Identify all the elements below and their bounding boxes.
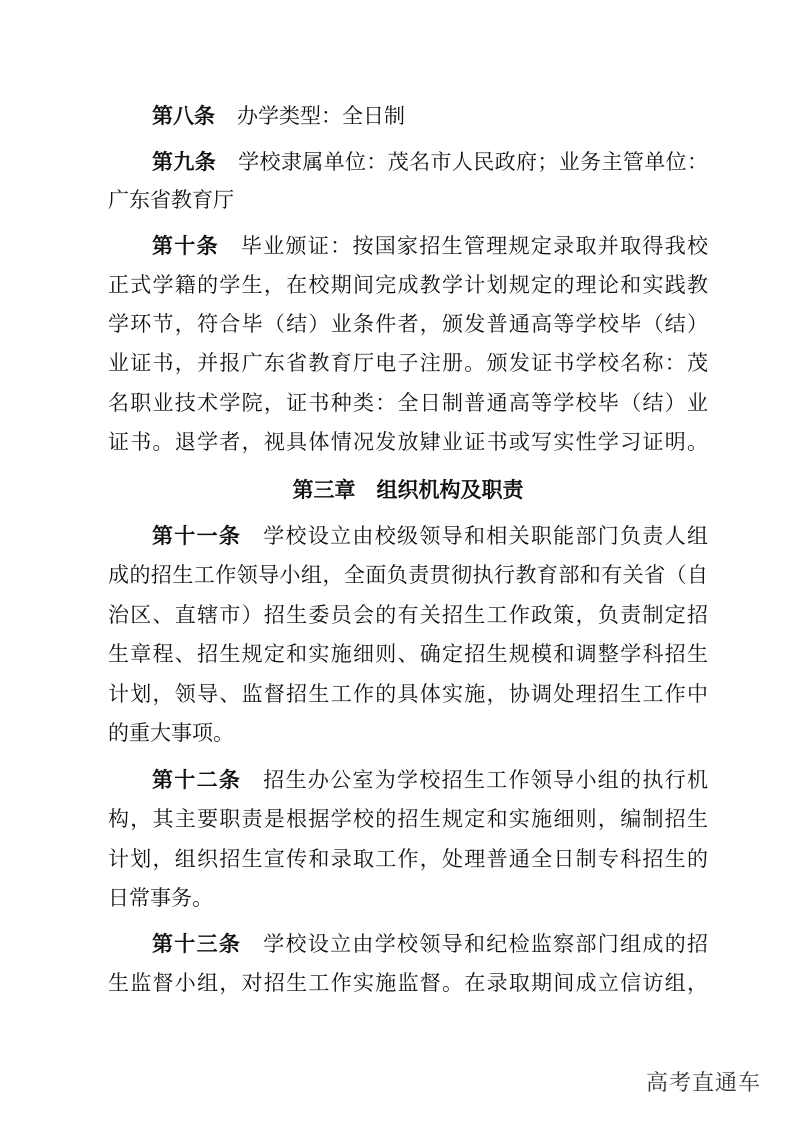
article-label: 第八条 xyxy=(152,104,215,128)
article-text: 毕业颁证：按国家招生管理规定录取并取得我校 xyxy=(240,234,709,258)
article-text: 学校设立由校级领导和相关职能部门负责人组 xyxy=(263,524,708,548)
article-10 xyxy=(152,232,708,260)
text-line: 计划，组织招生宣传和录取工作，处理普通全日制专科招生的 xyxy=(108,847,708,871)
text-line: 业证书，并报广东省教育厅电子注册。颁发证书学校名称：茂 xyxy=(108,351,708,375)
article-11 xyxy=(152,522,708,550)
article-text: 学校隶属单位：茂名市人民政府；业务主管单位： xyxy=(238,150,708,174)
chapter-heading: 第三章 组织机构及职责 xyxy=(292,478,524,502)
text-line: 的重大事项。 xyxy=(108,721,234,745)
article-13 xyxy=(152,930,708,958)
article-text: 学校设立由学校领导和纪检监察部门组成的招 xyxy=(263,932,708,956)
article-9 xyxy=(152,148,708,176)
article-label: 第十二条 xyxy=(152,768,242,792)
article-label: 第十条 xyxy=(152,234,219,258)
article-8 xyxy=(152,102,708,130)
text-line: 名职业技术学院，证书种类：全日制普通高等学校毕（结）业 xyxy=(108,391,708,415)
text-line: 生章程、招生规定和实施细则、确定招生规模和调整学科招生 xyxy=(108,642,708,666)
article-label: 第十三条 xyxy=(152,932,242,956)
watermark: 高考直通车 xyxy=(646,1071,762,1096)
text-line: 证书。退学者，视具体情况发放肄业证书或写实性学习证明。 xyxy=(108,430,708,454)
article-text: 办学类型：全日制 xyxy=(237,104,405,128)
text-line: 治区、直辖市）招生委员会的有关招生工作政策，负责制定招 xyxy=(108,603,708,627)
article-label: 第十一条 xyxy=(152,524,242,548)
text-line: 广东省教育厅 xyxy=(108,188,234,212)
text-line: 正式学籍的学生，在校期间完成教学计划规定的理论和实践教 xyxy=(108,273,708,297)
text-line: 成的招生工作领导小组，全面负责贯彻执行教育部和有关省（自 xyxy=(108,563,708,587)
article-label: 第九条 xyxy=(152,150,217,174)
article-12 xyxy=(152,766,708,794)
text-line: 构，其主要职责是根据学校的招生规定和实施细则，编制招生 xyxy=(108,807,708,831)
text-line: 学环节，符合毕（结）业条件者，颁发普通高等学校毕（结） xyxy=(108,312,708,336)
text-line: 计划，领导、监督招生工作的具体实施，协调处理招生工作中 xyxy=(108,682,708,706)
text-line: 生监督小组，对招生工作实施监督。在录取期间成立信访组， xyxy=(108,971,708,995)
text-line: 日常事务。 xyxy=(108,886,213,910)
article-text: 招生办公室为学校招生工作领导小组的执行机 xyxy=(263,768,708,792)
